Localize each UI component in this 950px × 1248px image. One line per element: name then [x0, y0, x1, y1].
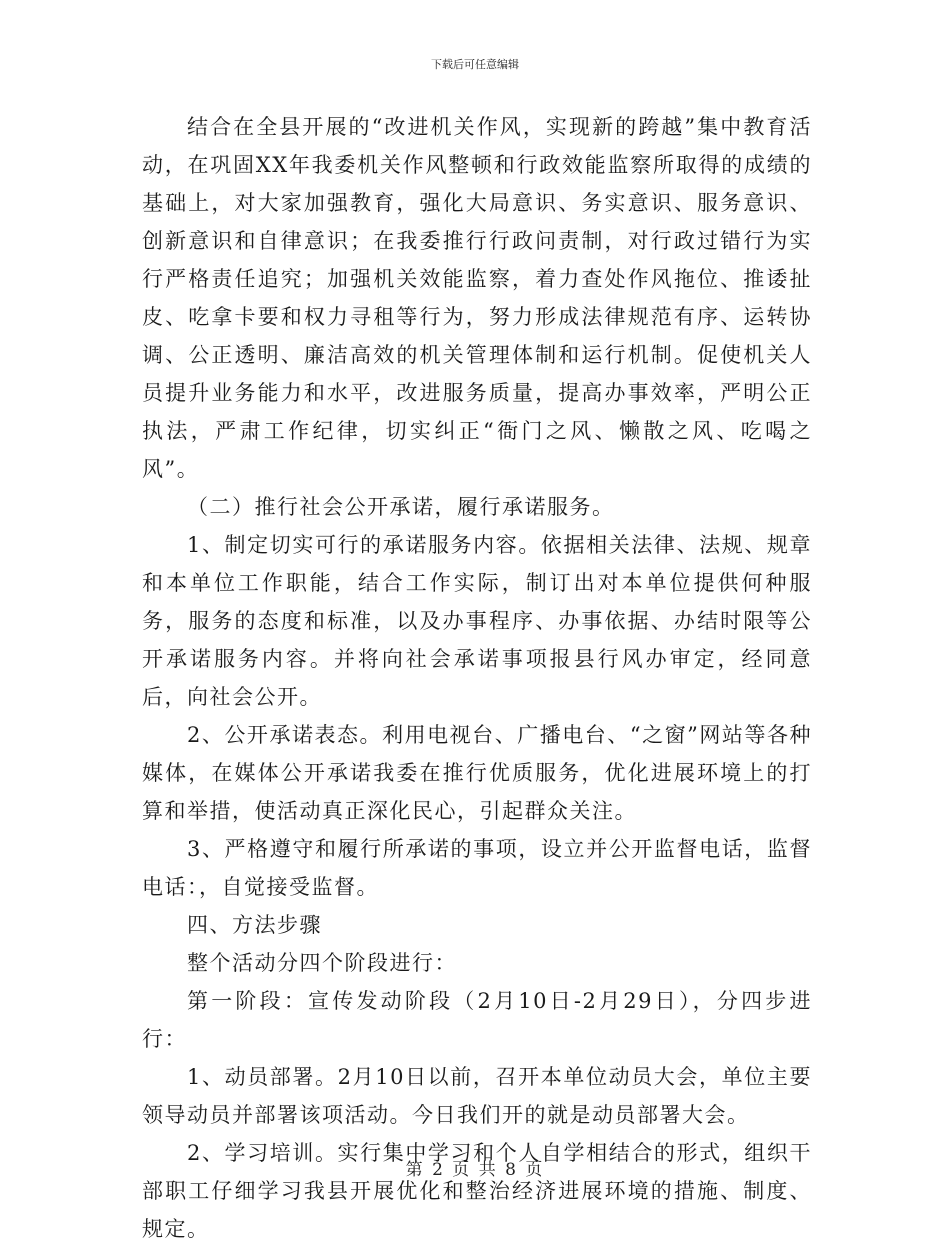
paragraph-step-2: 2、学习培训。实行集中学习和个人自学相结合的形式，组织干部职工仔细学习我县开展优化和整治经济进展环境的措施、制度、规定。	[142, 1141, 812, 1241]
paragraph-item-1: 1、制定切实可行的承诺服务内容。依据相关法律、法规、规章和本单位工作职能，结合工作实际，制订出对本单位提供何种服务，服务的态度和标准，以及办事程序、办事依据、办结时限等公开承诺服务内容。并将向社会承诺事项报县行风办审定，经同意后，向社会公开。	[142, 533, 812, 709]
paragraph-stages: 整个活动分四个阶段进行：	[187, 951, 457, 975]
paragraph-item-2: 2、公开承诺表态。利用电视台、广播电台、“之窗”网站等各种媒体，在媒体公开承诺我委在推行优质服务，优化进展环境上的打算和举措，使活动真正深化民心，引起群众关注。	[142, 723, 812, 823]
paragraph-step-1: 1、动员部署。2月10日以前，召开本单位动员大会，单位主要领导动员并部署该项活动。今日我们开的就是动员部署大会。	[142, 1065, 812, 1127]
paragraph-item-3: 3、严格遵守和履行所承诺的事项，设立并公开监督电话，监督电话：，自觉接受监督。	[142, 837, 812, 899]
document-body	[142, 108, 812, 1248]
section-heading-commitment: （二）推行社会公开承诺，履行承诺服务。	[187, 495, 615, 519]
paragraph-stage-1: 第一阶段：宣传发动阶段（2月10日-2月29日），分四步进行：	[142, 989, 812, 1051]
paragraph-intro: 结合在全县开展的“改进机关作风，实现新的跨越”集中教育活动，在巩固XX年我委机关作风整顿和行政效能监察所取得的成绩的基础上，对大家加强教育，强化大局意识、务实意识、服务意识、创新意识和自律意识；在我委推行行政问责制，对行政过错行为实行严格责任追究；加强机关效能监察，着力查处作风拖位、推诿扯皮、吃拿卡要和权力寻租等行为，努力形成法律规范有序、运转协调、公正透明、廉洁高效的机关管理体制和运行机制。促使机关人员提升业务能力和水平，改进服务质量，提高办事效率，严明公正执法，严肃工作纪律，切实纠正“衙门之风、懒散之风、吃喝之风”。	[142, 115, 812, 481]
page-header-note: 下载后可任意编辑	[431, 58, 519, 71]
page-number: 第 2 页 共 8 页	[405, 1160, 545, 1180]
section-heading-steps: 四、方法步骤	[187, 913, 322, 937]
